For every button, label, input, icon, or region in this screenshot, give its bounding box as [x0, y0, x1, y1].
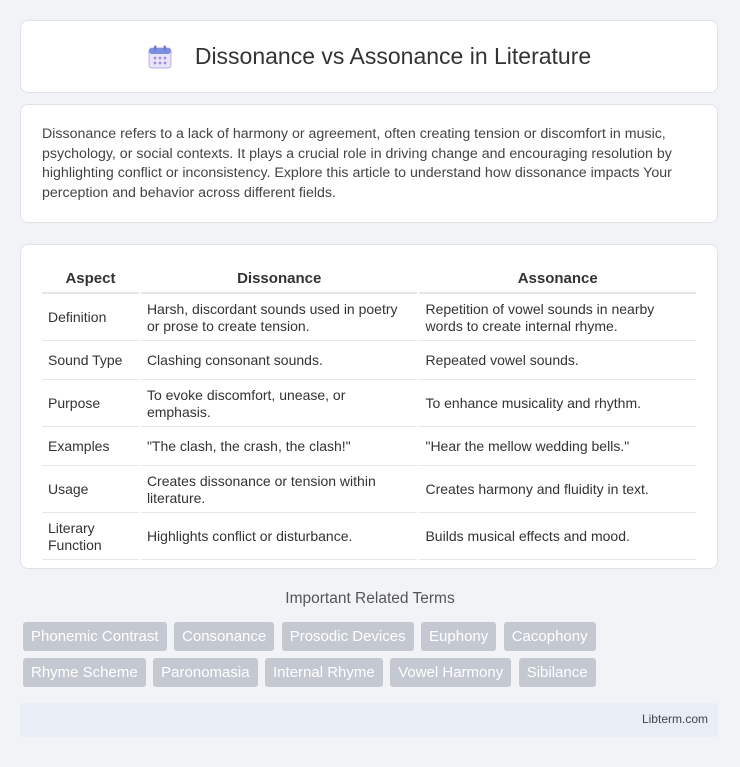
footer — [20, 703, 718, 737]
related-terms-list — [23, 622, 723, 694]
table-row — [42, 343, 696, 380]
row-aspect: Usage — [42, 468, 139, 513]
table-header-row — [42, 265, 696, 294]
row-aspect: Literary Function — [42, 515, 139, 560]
related-term-tag[interactable]: Phonemic Contrast — [23, 622, 167, 651]
row-dissonance: Highlights conflict or disturbance. — [141, 515, 418, 560]
calendar-icon — [147, 44, 173, 70]
row-assonance: Creates harmony and fluidity in text. — [419, 468, 696, 513]
footer-site-link[interactable]: Libterm.com — [641, 712, 708, 726]
table-row — [42, 296, 696, 341]
table-row — [42, 429, 696, 466]
column-header-aspect: Aspect — [42, 265, 139, 294]
row-dissonance: To evoke discomfort, unease, or emphasis. — [141, 382, 418, 427]
related-term-tag[interactable]: Consonance — [174, 622, 274, 651]
comparison-table — [40, 263, 698, 562]
row-aspect: Purpose — [42, 382, 139, 427]
row-assonance: "Hear the mellow wedding bells." — [419, 429, 696, 466]
row-dissonance: Clashing consonant sounds. — [141, 343, 418, 380]
row-aspect: Definition — [42, 296, 139, 341]
related-term-tag[interactable]: Cacophony — [504, 622, 596, 651]
row-dissonance: Creates dissonance or tension within literature. — [141, 468, 418, 513]
header-card — [20, 20, 718, 93]
table-row — [42, 382, 696, 427]
intro-card — [20, 104, 718, 223]
page-title: Dissonance vs Assonance in Literature — [194, 43, 592, 69]
related-term-tag[interactable]: Vowel Harmony — [390, 658, 511, 687]
related-term-tag[interactable]: Paronomasia — [153, 658, 257, 687]
row-assonance: To enhance musicality and rhythm. — [419, 382, 696, 427]
related-term-tag[interactable]: Prosodic Devices — [282, 622, 414, 651]
related-terms-title: Important Related Terms — [285, 590, 455, 607]
related-term-tag[interactable]: Internal Rhyme — [265, 658, 383, 687]
table-row — [42, 468, 696, 513]
related-term-tag[interactable]: Sibilance — [519, 658, 596, 687]
column-header-dissonance: Dissonance — [141, 265, 418, 294]
row-aspect: Examples — [42, 429, 139, 466]
row-dissonance: Harsh, discordant sounds used in poetry or prose to create tension. — [141, 296, 418, 341]
row-assonance: Repetition of vowel sounds in nearby words to create internal rhyme. — [419, 296, 696, 341]
related-term-tag[interactable]: Rhyme Scheme — [23, 658, 146, 687]
column-header-assonance: Assonance — [419, 265, 696, 294]
intro-text: Dissonance refers to a lack of harmony or agreement, often creating tension or discomfort in music, psychology, or social contexts. It plays a crucial role in driving change and encouraging resolution by highlighting conflict or inconsistency. Explore this article to understand how dissonance impacts Your perception and behavior across different fields. — [42, 126, 672, 201]
row-assonance: Builds musical effects and mood. — [419, 515, 696, 560]
related-term-tag[interactable]: Euphony — [421, 622, 496, 651]
comparison-table-card — [20, 244, 718, 569]
table-row — [42, 515, 696, 560]
row-aspect: Sound Type — [42, 343, 139, 380]
row-assonance: Repeated vowel sounds. — [419, 343, 696, 380]
row-dissonance: "The clash, the crash, the clash!" — [141, 429, 418, 466]
